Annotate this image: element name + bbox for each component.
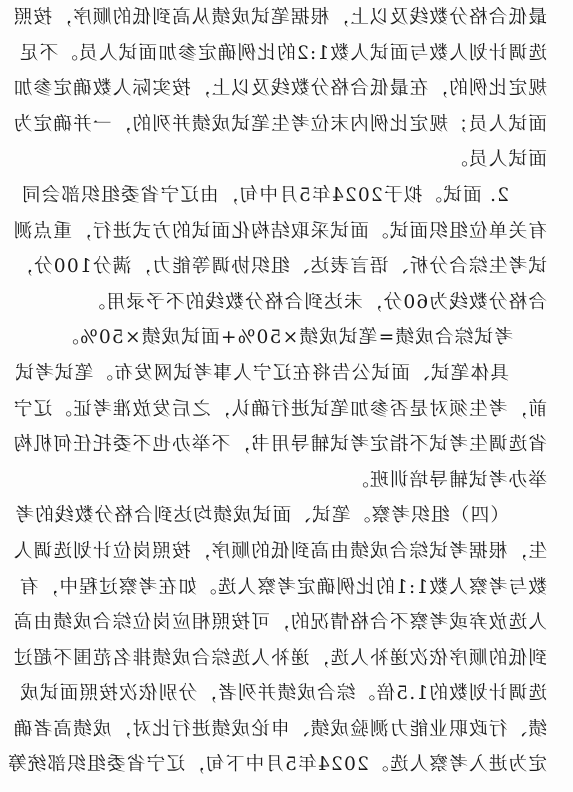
text-line: 数与考察人数1:1的比例确定考察人选。如在考察过程中，有: [18, 576, 547, 598]
formula-line: 考试综合成绩=笔试成绩×50%+面试成绩×50%。: [59, 327, 513, 349]
text-line: 选调计划人数与面试人数1:2的比例确定参加面试人员。不足: [18, 42, 547, 64]
text-line: 到低的顺序依次递补人选，递补人选综合成绩排名范围不超过: [12, 647, 547, 669]
text-line: 有关单位组织面试。面试采取结构化面试的方式进行，重点测: [12, 220, 547, 242]
document-body: [6, 0, 547, 783]
text-line: 最低合格分数线及以上，根据笔试成绩从高到低的顺序，按照: [12, 7, 547, 28]
text-line: 2. 面试。拟于2024年5月中旬，由辽宁省委组织部会同: [20, 184, 509, 206]
text-line: 具体笔试、面试公告将在辽宁人事考试网发布。笔试考试: [14, 362, 509, 384]
text-line: 面试人员。: [448, 149, 547, 171]
text-line: 前，考生须对是否参加笔试进行确认，之后发放准考证。辽宁: [12, 398, 547, 420]
section-heading-line: （四）组织考察。笔试、面试成绩均达到合格分数线的考: [14, 505, 509, 527]
text-line: 省选调生考试不指定考试辅导用书，不举办也不委托任何机构: [12, 434, 547, 456]
text-line: 规定比例的，在最低合格分数线及以上，按实际人数确定参加: [12, 78, 547, 100]
text-line: 选调计划数的1.5倍。综合成绩并列者，分别依次按照面试成: [18, 683, 547, 705]
text-line: 举办考试辅导培训班。: [349, 469, 547, 491]
text-line: 合格分数线为60分，未达到合格分数线的不予录用。: [85, 291, 547, 313]
text-line: 面试人员；规定比例内末位考生笔试成绩并列的，一并确定为: [12, 113, 547, 135]
text-line: 绩、行政职业能力测验成绩、申论成绩进行比对，成绩高者确: [12, 718, 547, 740]
text-line: 人选放弃或考察不合格情况的，可按照相应岗位综合成绩由高: [12, 612, 547, 634]
text-line: 生，根据考试综合成绩由高到低的顺序，按照岗位计划选调人: [12, 540, 547, 562]
text-line: 试考生综合分析、语言表达、组织协调等能力，满分100分，: [13, 256, 547, 278]
text-line: 定为进入考察人选。2024年5月中下旬，辽宁省委组织部统筹: [6, 754, 547, 776]
